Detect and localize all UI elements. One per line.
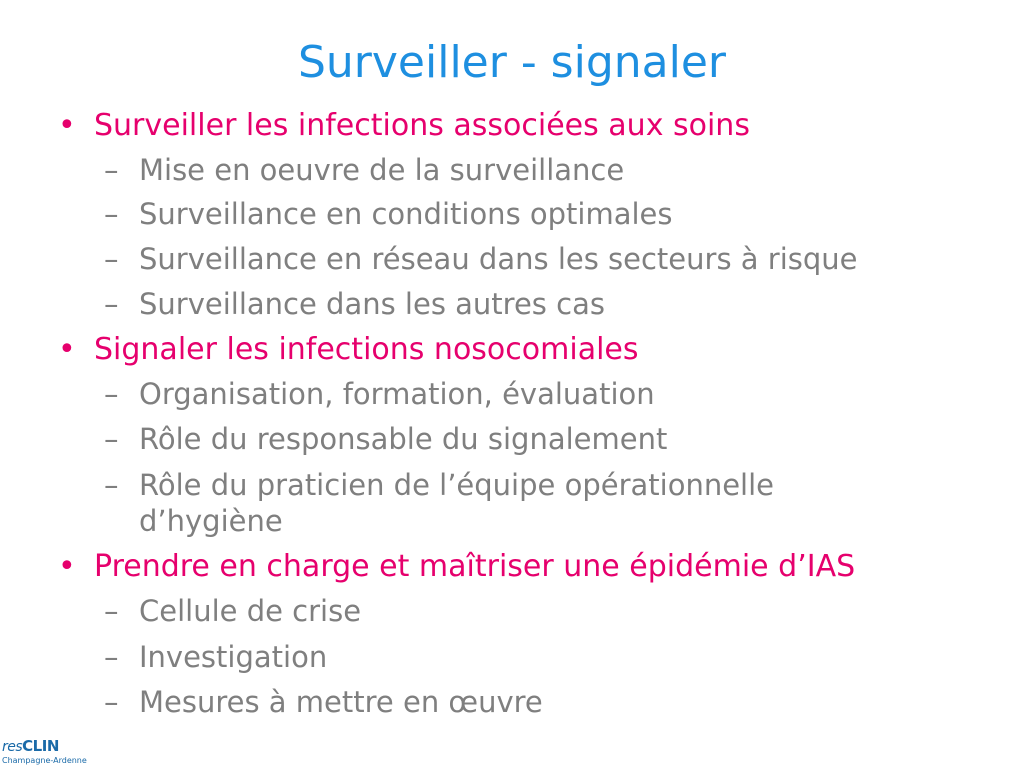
logo-wordmark [2, 738, 59, 755]
dash: – [104, 287, 119, 321]
subitem-text: Surveillance en réseau dans les secteurs à risque [139, 242, 858, 276]
logo-region-text: Champagne-Ardenne [2, 756, 87, 765]
subitem [104, 421, 667, 457]
subitem [104, 639, 327, 675]
subitem-text: Surveillance en conditions optimales [139, 197, 673, 231]
dash: – [104, 594, 119, 628]
bullet-epidemie [58, 549, 855, 585]
bullet-text: Signaler les infections nosocomiales [94, 332, 639, 367]
subitem-text: Rôle du responsable du signalement [139, 422, 668, 456]
dash: – [104, 422, 119, 456]
dash: – [104, 197, 119, 231]
slide-title: Surveiller - signaler [297, 37, 726, 88]
dash: – [104, 377, 119, 411]
subitem [104, 467, 774, 539]
bullet-dot: • [58, 332, 76, 367]
dash: – [104, 242, 119, 276]
subitem [104, 376, 655, 412]
dash: – [104, 468, 119, 502]
subitem [104, 286, 605, 322]
bullet-dot: • [58, 549, 76, 584]
subitem-text: Cellule de crise [139, 594, 362, 628]
subitem-text: Organisation, formation, évaluation [139, 377, 655, 411]
subitem-text: Rôle du praticien de l’équipe opérationnelle [139, 468, 774, 502]
logo-clin-text: CLIN [22, 737, 59, 755]
subitem-text: Mise en oeuvre de la surveillance [139, 153, 625, 187]
bullet-text: Prendre en charge et maîtriser une épidémie d’IAS [94, 549, 856, 584]
bullet-text: Surveiller les infections associées aux soins [94, 108, 750, 143]
dash: – [104, 153, 119, 187]
subitem-text: Investigation [139, 640, 328, 674]
logo-res-text: res [2, 739, 23, 755]
subitem [104, 684, 543, 720]
dash: – [104, 685, 119, 719]
subitem-text: Surveillance dans les autres cas [139, 287, 605, 321]
bullet-surveiller [58, 108, 750, 144]
subitem [104, 593, 361, 629]
dash: – [104, 640, 119, 674]
bullet-signaler [58, 332, 639, 368]
subitem-text: Mesures à mettre en œuvre [139, 685, 543, 719]
subitem [104, 241, 858, 277]
resclin-logo [2, 737, 87, 766]
subitem [104, 152, 624, 188]
subitem [104, 196, 673, 232]
subitem-text-continued: d’hygiène [139, 504, 283, 538]
bullet-dot: • [58, 108, 76, 143]
